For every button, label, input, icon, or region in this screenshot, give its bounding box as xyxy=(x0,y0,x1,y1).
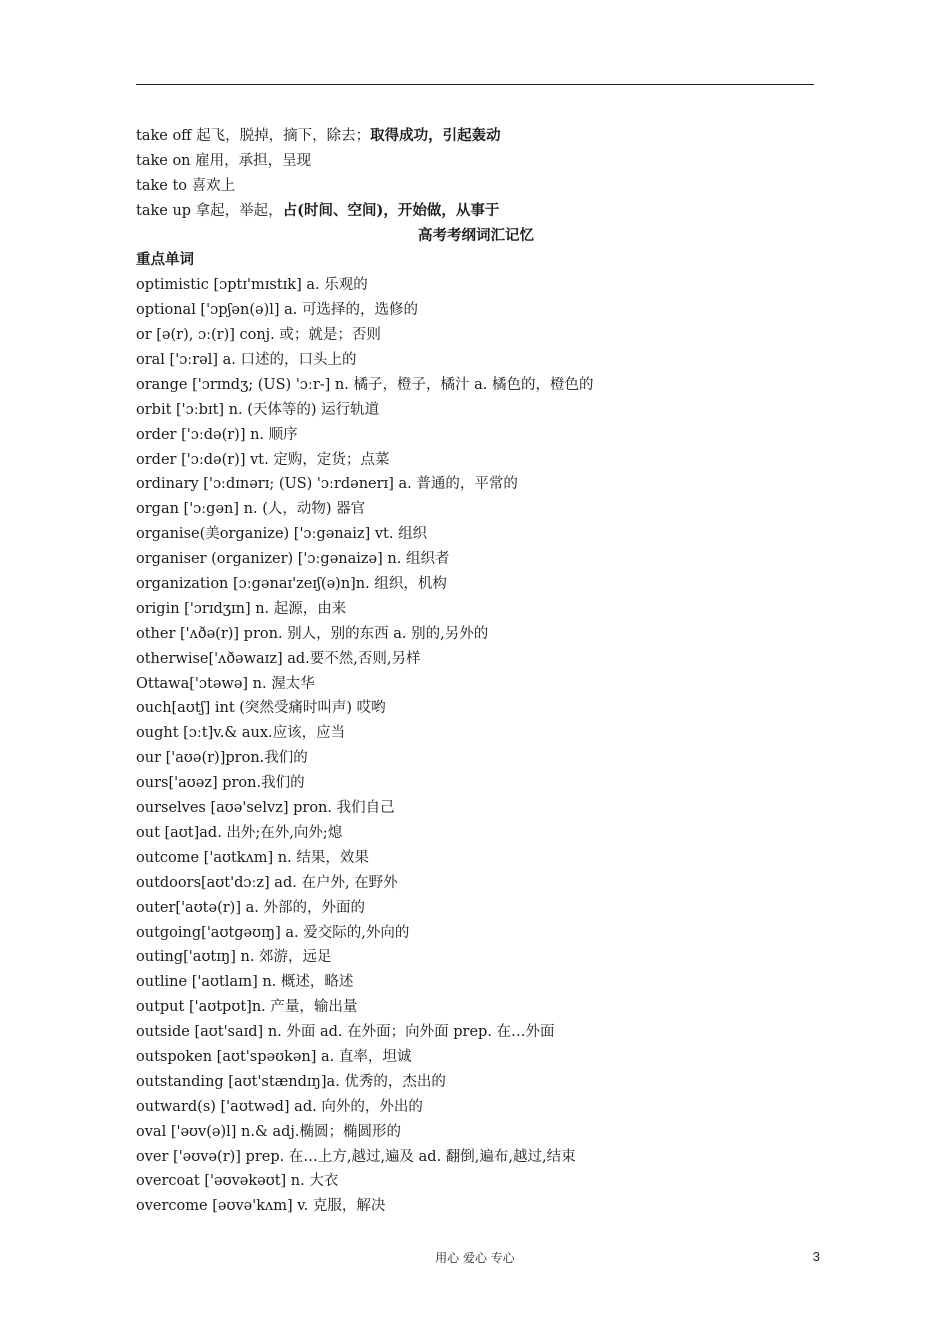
vocab-entry: ouch[aʊtʃ] int (突然受痛时叫声) 哎哟 xyxy=(136,700,386,717)
take-line-bold: 取得成功，引起轰动 xyxy=(370,127,501,144)
take-line-bold: 占(时间、空间)，开始做，从事于 xyxy=(282,201,500,219)
footer-text: 用心 爱心 专心 xyxy=(435,1251,515,1265)
vocab-entry: order ['ɔːdə(r)] vt. 定购，定货；点菜 xyxy=(136,451,390,468)
vocab-entry: ordinary ['ɔːdɪnərɪ; (US) 'ɔːrdənerɪ] a. 普通的，平常的 xyxy=(136,476,518,493)
vocab-entry: organization [ɔːgənaɪ'zeɪʃ(ə)n]n. 组织，机构 xyxy=(136,576,447,593)
vocabulary-list xyxy=(136,273,836,1219)
vocab-entry: organiser (organizer) ['ɔːgənaizə] n. 组织者 xyxy=(136,551,450,568)
vocab-entry: organ ['ɔːgən] n. (人，动物) 器官 xyxy=(136,501,366,518)
vocab-entry: otherwise['ʌðəwaɪz] ad.要不然,否则,另样 xyxy=(136,650,421,667)
take-line-text: take up 拿起，举起， xyxy=(136,202,283,219)
vocab-entry: out [aʊt]ad. 出外;在外,向外;熄 xyxy=(136,824,343,841)
vocab-entry: outcome ['aʊtkʌm] n. 结果，效果 xyxy=(136,849,369,866)
vocab-entry: oral ['ɔːrəl] a. 口述的，口头上的 xyxy=(136,352,357,369)
vocab-entry: order ['ɔːdə(r)] n. 顺序 xyxy=(136,426,298,443)
vocab-entry: orbit ['ɔːbɪt] n. (天体等的) 运行轨道 xyxy=(136,401,380,418)
content xyxy=(136,124,836,1219)
vocab-entry: organise(美organize) ['ɔːgənaiz] vt. 组织 xyxy=(136,526,428,543)
vocab-entry: orange ['ɔrɪndʒ; (US) 'ɔːr-] n. 橘子，橙子，橘汁 a. 橘色的，橙色的 xyxy=(136,376,594,393)
vocab-entry: our ['aʊə(r)]pron.我们的 xyxy=(136,750,308,767)
vocab-entry: oval ['əʊv(ə)l] n.& adj.椭圆；椭圆形的 xyxy=(136,1123,402,1140)
vocab-entry: outline ['aʊtlaɪn] n. 概述，略述 xyxy=(136,974,354,991)
vocab-entry: optional ['ɔpʃən(ə)l] a. 可选择的，选修的 xyxy=(136,302,418,319)
vocab-entry: outgoing['aʊtgəʊɪŋ] a. 爱交际的,外向的 xyxy=(136,924,410,941)
vocab-entry: ought [ɔːt]v.& aux.应该，应当 xyxy=(136,725,346,742)
vocab-entry: outspoken [aʊt'spəʊkən] a. 直率，坦诚 xyxy=(136,1048,412,1065)
vocab-entry: overcoat ['əʊvəkəʊt] n. 大衣 xyxy=(136,1173,339,1190)
vocab-entry: or [ə(r), ɔː(r)] conj. 或；就是；否则 xyxy=(136,327,381,344)
vocab-entry: outstanding [aʊt'stændɪŋ]a. 优秀的，杰出的 xyxy=(136,1073,446,1090)
vocab-entry: outer['aʊtə(r)] a. 外部的，外面的 xyxy=(136,899,365,916)
take-line-text: take to 喜欢上 xyxy=(136,177,236,194)
take-line xyxy=(136,149,836,174)
take-line-text: take off 起飞，脱掉，摘下，除去； xyxy=(136,128,371,144)
vocab-entry: output ['aʊtpʊt]n. 产量，输出量 xyxy=(136,999,358,1016)
vocab-entry: Ottawa['ɔtəwə] n. 渥太华 xyxy=(136,675,315,692)
section-heading: 重点单词 xyxy=(136,251,194,269)
vocab-entry: other ['ʌðə(r)] pron. 别人，别的东西 a. 别的,另外的 xyxy=(136,625,489,642)
take-line-text: take on 雇用，承担，呈现 xyxy=(136,152,312,169)
vocab-entry: outward(s) ['aʊtwəd] ad. 向外的，外出的 xyxy=(136,1098,423,1115)
vocab-entry: origin ['ɔrɪdʒɪn] n. 起源，由来 xyxy=(136,600,347,617)
vocab-entry: ourselves [aʊə'selvz] pron. 我们自己 xyxy=(136,800,395,817)
vocab-entry: over ['əʊvə(r)] prep. 在…上方,越过,遍及 ad. 翻倒,遍布,越过,结束 xyxy=(136,1148,576,1165)
take-line xyxy=(136,199,836,224)
vocab-entry: outing['aʊtɪŋ] n. 郊游，远足 xyxy=(136,949,332,966)
page-number: 3 xyxy=(812,1249,820,1264)
vocab-entry: ours['aʊəz] pron.我们的 xyxy=(136,775,305,792)
page-title: 高考考纲词汇记忆 xyxy=(418,226,534,244)
take-line xyxy=(136,174,836,199)
header-rule xyxy=(136,84,814,85)
take-line xyxy=(136,124,836,149)
vocab-entry: overcome [əʊvə'kʌm] v. 克服，解决 xyxy=(136,1198,386,1215)
vocab-entry: optimistic [ɔptɪ'mɪstɪk] a. 乐观的 xyxy=(136,277,368,294)
vocab-entry: outside [aʊt'saɪd] n. 外面 ad. 在外面；向外面 prep. 在…外面 xyxy=(136,1024,555,1041)
vocab-entry: outdoors[aʊt'dɔːz] ad. 在户外, 在野外 xyxy=(136,874,398,891)
